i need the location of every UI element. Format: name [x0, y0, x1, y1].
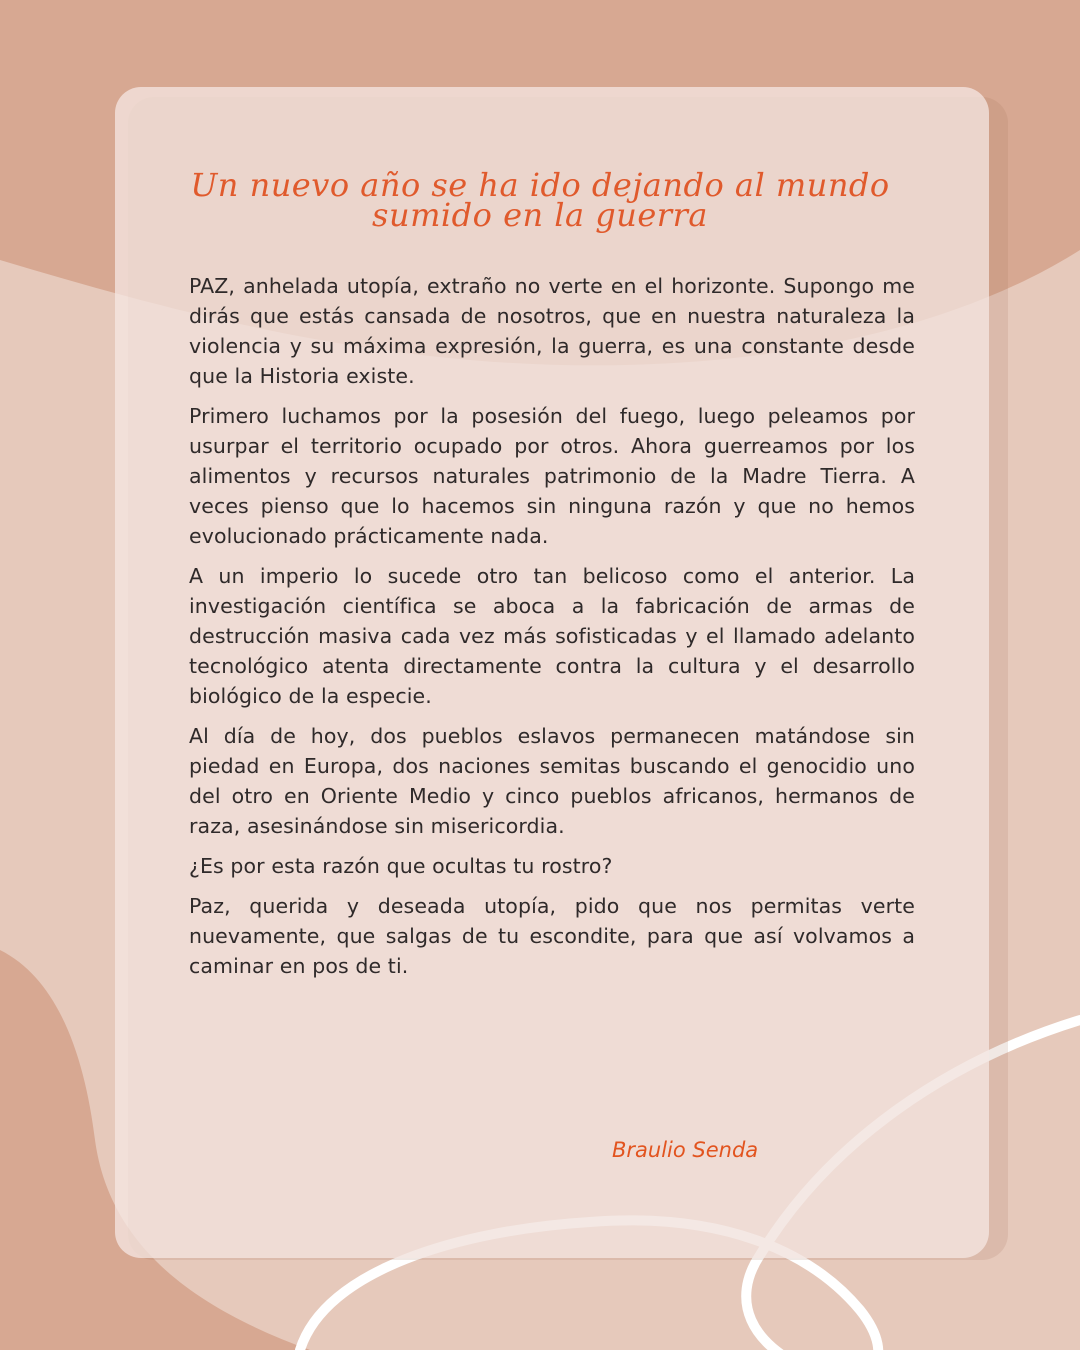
- author-signature: Braulio Senda: [612, 1138, 759, 1162]
- paragraph: Paz, querida y deseada utopía, pido que nos permitas verte nuevamente, que salgas de tu escondite, para que así volvamos a caminar en pos de ti.: [189, 894, 915, 978]
- paragraph: PAZ, anhelada utopía, extraño no verte en el horizonte. Supongo me dirás que estás cansada de nosotros, que en nuestra naturaleza la violencia y su máxima expresión, la guerra, es una constante desde que la Historia existe.: [189, 274, 915, 388]
- page-title: [150, 166, 930, 234]
- title-line-2: sumido en la guerra: [372, 196, 708, 234]
- paragraph: ¿Es por esta razón que ocultas tu rostro?: [189, 854, 613, 878]
- paragraph: A un imperio lo sucede otro tan belicoso como el anterior. La investigación científica se aboca a la fabricación de armas de destrucción masiva cada vez más sofisticadas y el llamado adelanto tecnológico atenta directamente contra la cultura y el desarrollo biológico de la especie.: [189, 564, 915, 708]
- title-line-1: Un nuevo año se ha ido dejando al mundo: [190, 166, 890, 204]
- paragraph: Al día de hoy, dos pueblos eslavos permanecen matándose sin piedad en Europa, dos naciones semitas buscando el genocidio uno del otro en Oriente Medio y cinco pueblos africanos, hermanos de raza, asesinándose sin misericordia.: [189, 724, 915, 838]
- letter-body: [189, 271, 915, 991]
- paragraph: Primero luchamos por la posesión del fuego, luego peleamos por usurpar el territorio ocupado por otros. Ahora guerreamos por los alimentos y recursos naturales patrimonio de la Madre Tierra. A veces pienso que lo hacemos sin ninguna razón y que no hemos evolucionado prácticamente nada.: [189, 404, 915, 548]
